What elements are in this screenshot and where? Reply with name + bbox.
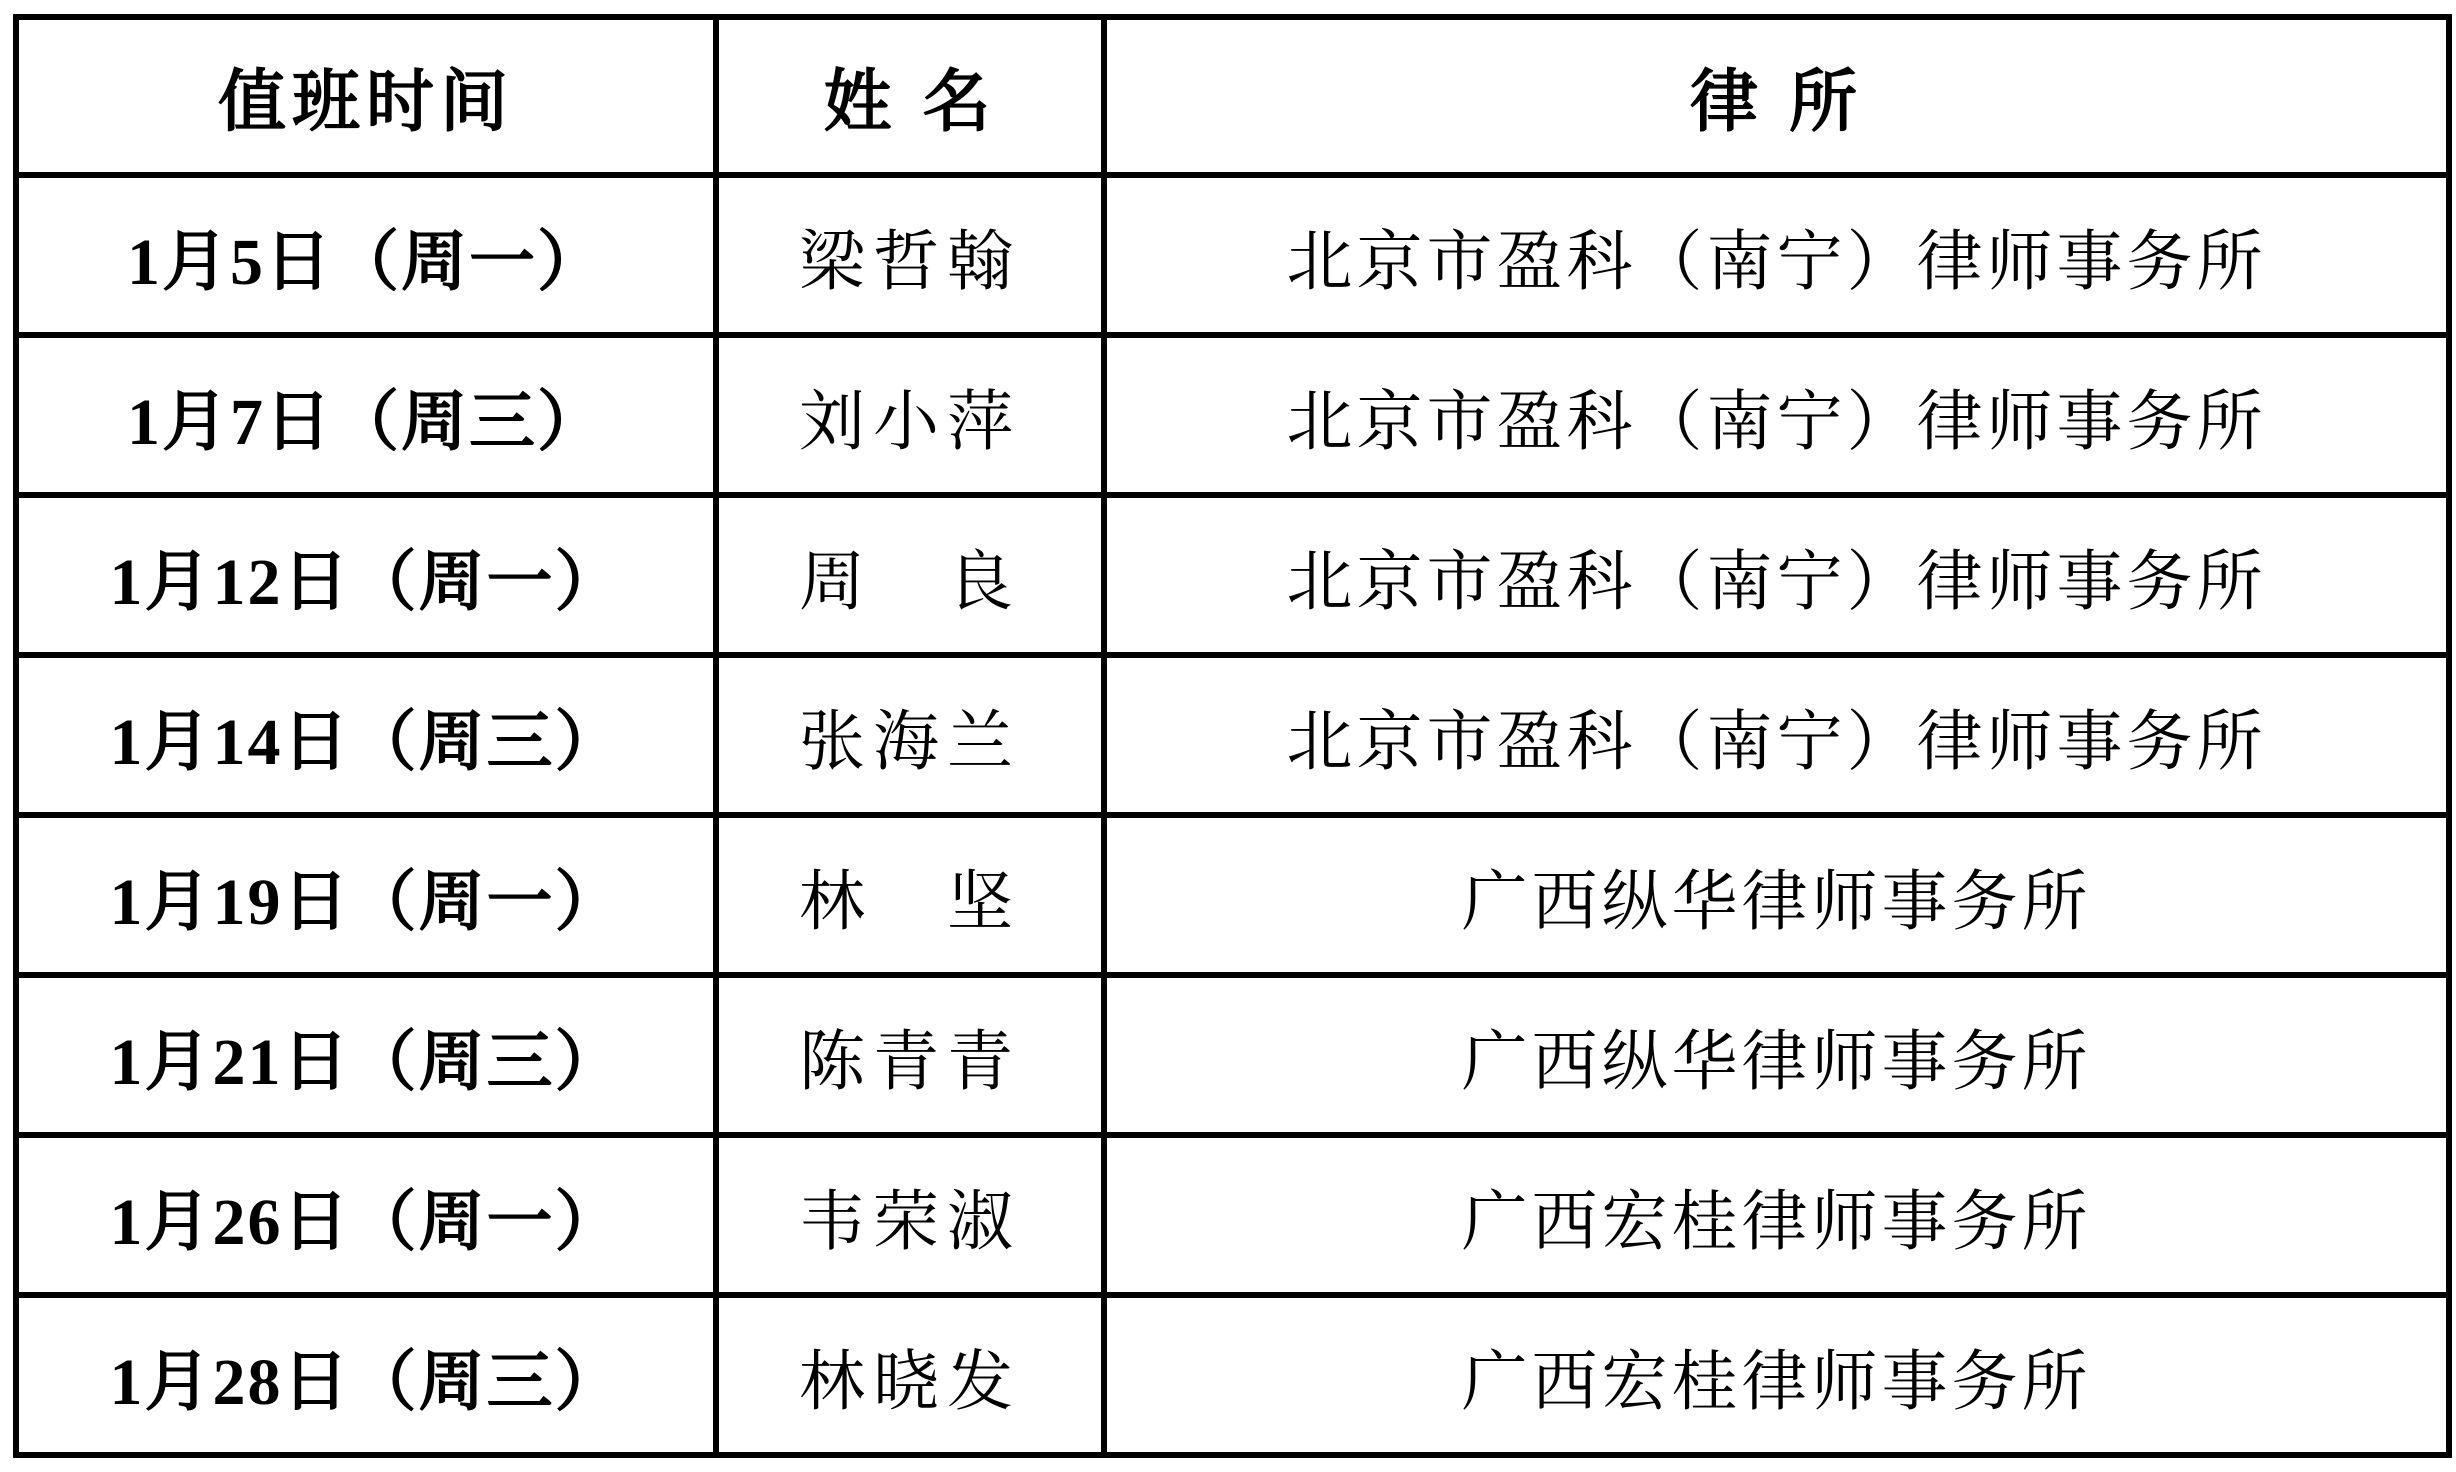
lawyer-name-cell: 刘小萍 [716,335,1104,495]
lawyer-name-cell: 梁哲翰 [716,175,1104,335]
law-firm-cell: 北京市盈科（南宁）律师事务所 [1104,335,2449,495]
law-firm-cell: 广西纵华律师事务所 [1104,815,2449,975]
lawyer-name-cell: 周 良 [716,495,1104,655]
duty-date-cell: 1月19日（周一） [16,815,716,975]
lawyer-name-cell: 韦荣淑 [716,1135,1104,1295]
duty-date-cell: 1月26日（周一） [16,1135,716,1295]
table-row [16,655,2449,815]
duty-date-cell: 1月7日（周三） [16,335,716,495]
lawyer-name-cell: 林晓发 [716,1295,1104,1455]
table-row [16,1295,2449,1455]
lawyer-name-cell: 陈青青 [716,975,1104,1135]
law-firm-cell: 广西纵华律师事务所 [1104,975,2449,1135]
header-name: 姓 名 [716,17,1104,175]
law-firm-cell: 北京市盈科（南宁）律师事务所 [1104,495,2449,655]
duty-date-cell: 1月21日（周三） [16,975,716,1135]
table-header-row [16,17,2449,175]
law-firm-cell: 北京市盈科（南宁）律师事务所 [1104,655,2449,815]
lawyer-name-cell: 林 坚 [716,815,1104,975]
duty-date-cell: 1月14日（周三） [16,655,716,815]
table-row [16,175,2449,335]
law-firm-cell: 广西宏桂律师事务所 [1104,1135,2449,1295]
table-row [16,815,2449,975]
law-firm-cell: 北京市盈科（南宁）律师事务所 [1104,175,2449,335]
table-row [16,335,2449,495]
duty-schedule-table [13,14,2452,1458]
table-row [16,975,2449,1135]
header-law-firm: 律 所 [1104,17,2449,175]
header-duty-time: 值班时间 [16,17,716,175]
lawyer-name-cell: 张海兰 [716,655,1104,815]
duty-date-cell: 1月5日（周一） [16,175,716,335]
table-row [16,495,2449,655]
law-firm-cell: 广西宏桂律师事务所 [1104,1295,2449,1455]
table-row [16,1135,2449,1295]
duty-date-cell: 1月28日（周三） [16,1295,716,1455]
duty-date-cell: 1月12日（周一） [16,495,716,655]
